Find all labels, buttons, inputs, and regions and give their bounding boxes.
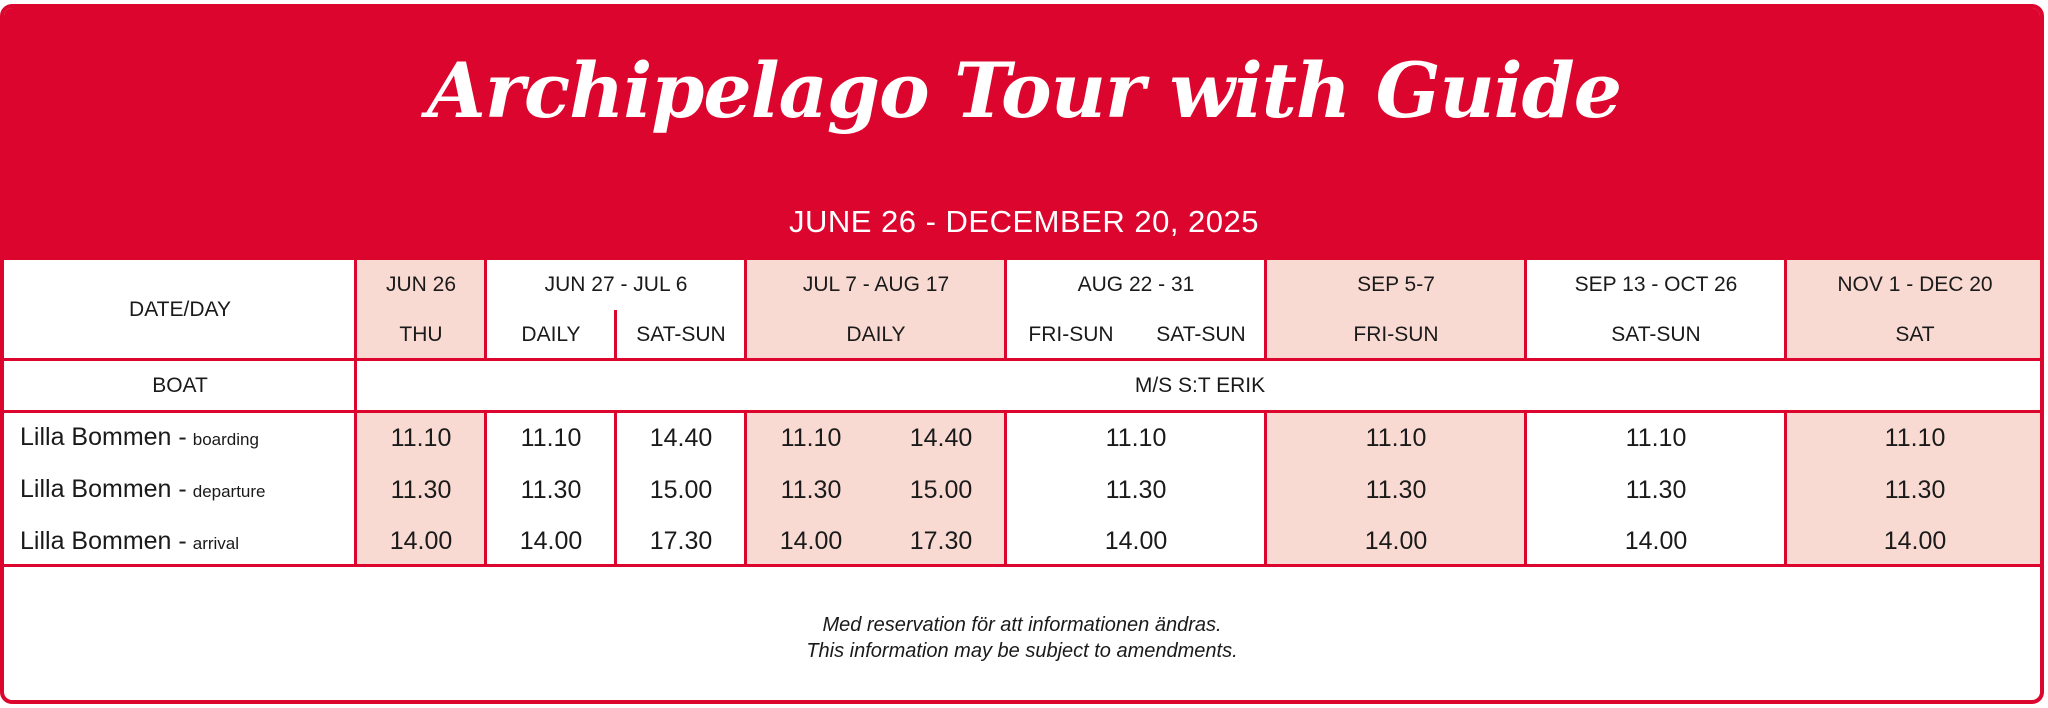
day-header: SAT-SUN <box>1156 323 1246 346</box>
period-header: AUG 22 - 31 <box>1077 273 1195 296</box>
time-cell: 14.40 <box>909 423 973 452</box>
header-banner <box>4 8 2044 260</box>
period-header: SEP 5-7 <box>1357 273 1435 296</box>
day-header: FRI-SUN <box>1028 323 1114 346</box>
time-cell: 14.00 <box>1364 526 1428 555</box>
date-range: JUNE 26 - DECEMBER 20, 2025 <box>788 204 1260 239</box>
time-cell: 17.30 <box>909 526 973 555</box>
grid-line <box>484 260 487 360</box>
time-cell: 11.10 <box>390 423 452 452</box>
day-header: THU <box>399 323 443 346</box>
time-cell: 11.30 <box>520 475 582 504</box>
grid-line <box>1264 260 1267 360</box>
time-cell: 15.00 <box>649 475 713 504</box>
disclaimer-english: This information may be subject to amendments. <box>806 640 1238 662</box>
time-cell: 11.10 <box>1365 423 1427 452</box>
timetable-card <box>0 4 2044 704</box>
time-cell: 14.00 <box>1104 526 1168 555</box>
grid-line <box>4 564 2044 567</box>
row-label-arrival <box>20 527 239 556</box>
time-cell: 11.30 <box>1365 475 1427 504</box>
page-title: Archipelago Tour with Guide <box>426 46 1622 135</box>
boat-name: M/S S:T ERIK <box>1134 374 1266 397</box>
time-cell: 14.00 <box>389 526 453 555</box>
time-cell: 11.10 <box>1105 423 1167 452</box>
time-cell: 11.30 <box>1625 475 1687 504</box>
stop-type: boarding <box>192 430 259 449</box>
time-cell: 17.30 <box>649 526 713 555</box>
stop-name: Lilla Bommen - <box>20 475 187 503</box>
time-cell: 14.00 <box>519 526 583 555</box>
grid-line <box>4 410 2044 413</box>
time-cell: 14.00 <box>779 526 843 555</box>
grid-line <box>4 358 2044 361</box>
time-cell: 11.30 <box>390 475 452 504</box>
grid-line <box>614 412 617 566</box>
date-day-label: DATE/DAY <box>129 298 231 321</box>
day-header: FRI-SUN <box>1353 323 1439 346</box>
time-cell: 11.30 <box>780 475 842 504</box>
disclaimer-swedish: Med reservation för att informationen ändras. <box>822 614 1222 636</box>
grid-line <box>1004 260 1007 360</box>
grid-line <box>744 260 747 360</box>
time-cell: 15.00 <box>909 475 973 504</box>
grid-line <box>484 412 487 566</box>
grid-line <box>1784 260 1787 360</box>
grid-line <box>1264 412 1267 566</box>
grid-line <box>354 260 357 566</box>
grid-line <box>1004 412 1007 566</box>
time-cell: 11.10 <box>1884 423 1946 452</box>
stop-type: departure <box>192 482 266 501</box>
day-header: SAT-SUN <box>636 323 726 346</box>
time-cell: 14.00 <box>1624 526 1688 555</box>
time-cell: 11.30 <box>1105 475 1167 504</box>
time-cell: 11.10 <box>520 423 582 452</box>
row-label-boarding <box>20 423 259 452</box>
grid-line <box>1524 260 1527 360</box>
period-header: JUN 27 - JUL 6 <box>544 273 688 296</box>
stop-type: arrival <box>192 534 240 553</box>
period-header: JUL 7 - AUG 17 <box>802 273 950 296</box>
time-cell: 11.10 <box>780 423 842 452</box>
grid-line <box>614 310 617 360</box>
stop-name: Lilla Bommen - <box>20 527 187 555</box>
day-header: DAILY <box>846 323 906 346</box>
period-header: SEP 13 - OCT 26 <box>1574 273 1738 296</box>
grid-line <box>1524 412 1527 566</box>
stop-name: Lilla Bommen - <box>20 423 187 451</box>
day-header: DAILY <box>521 323 581 346</box>
grid-line <box>744 412 747 566</box>
time-cell: 11.30 <box>1884 475 1946 504</box>
day-header: SAT-SUN <box>1611 323 1701 346</box>
time-cell: 11.10 <box>1625 423 1687 452</box>
time-cell: 14.40 <box>649 423 713 452</box>
period-header: JUN 26 <box>385 273 457 296</box>
time-cell: 14.00 <box>1883 526 1947 555</box>
timetable <box>4 260 2044 566</box>
day-header: SAT <box>1895 323 1935 346</box>
period-header: NOV 1 - DEC 20 <box>1837 273 1993 296</box>
grid-line <box>1784 412 1787 566</box>
boat-label: BOAT <box>152 374 208 397</box>
row-label-departure <box>20 475 266 504</box>
